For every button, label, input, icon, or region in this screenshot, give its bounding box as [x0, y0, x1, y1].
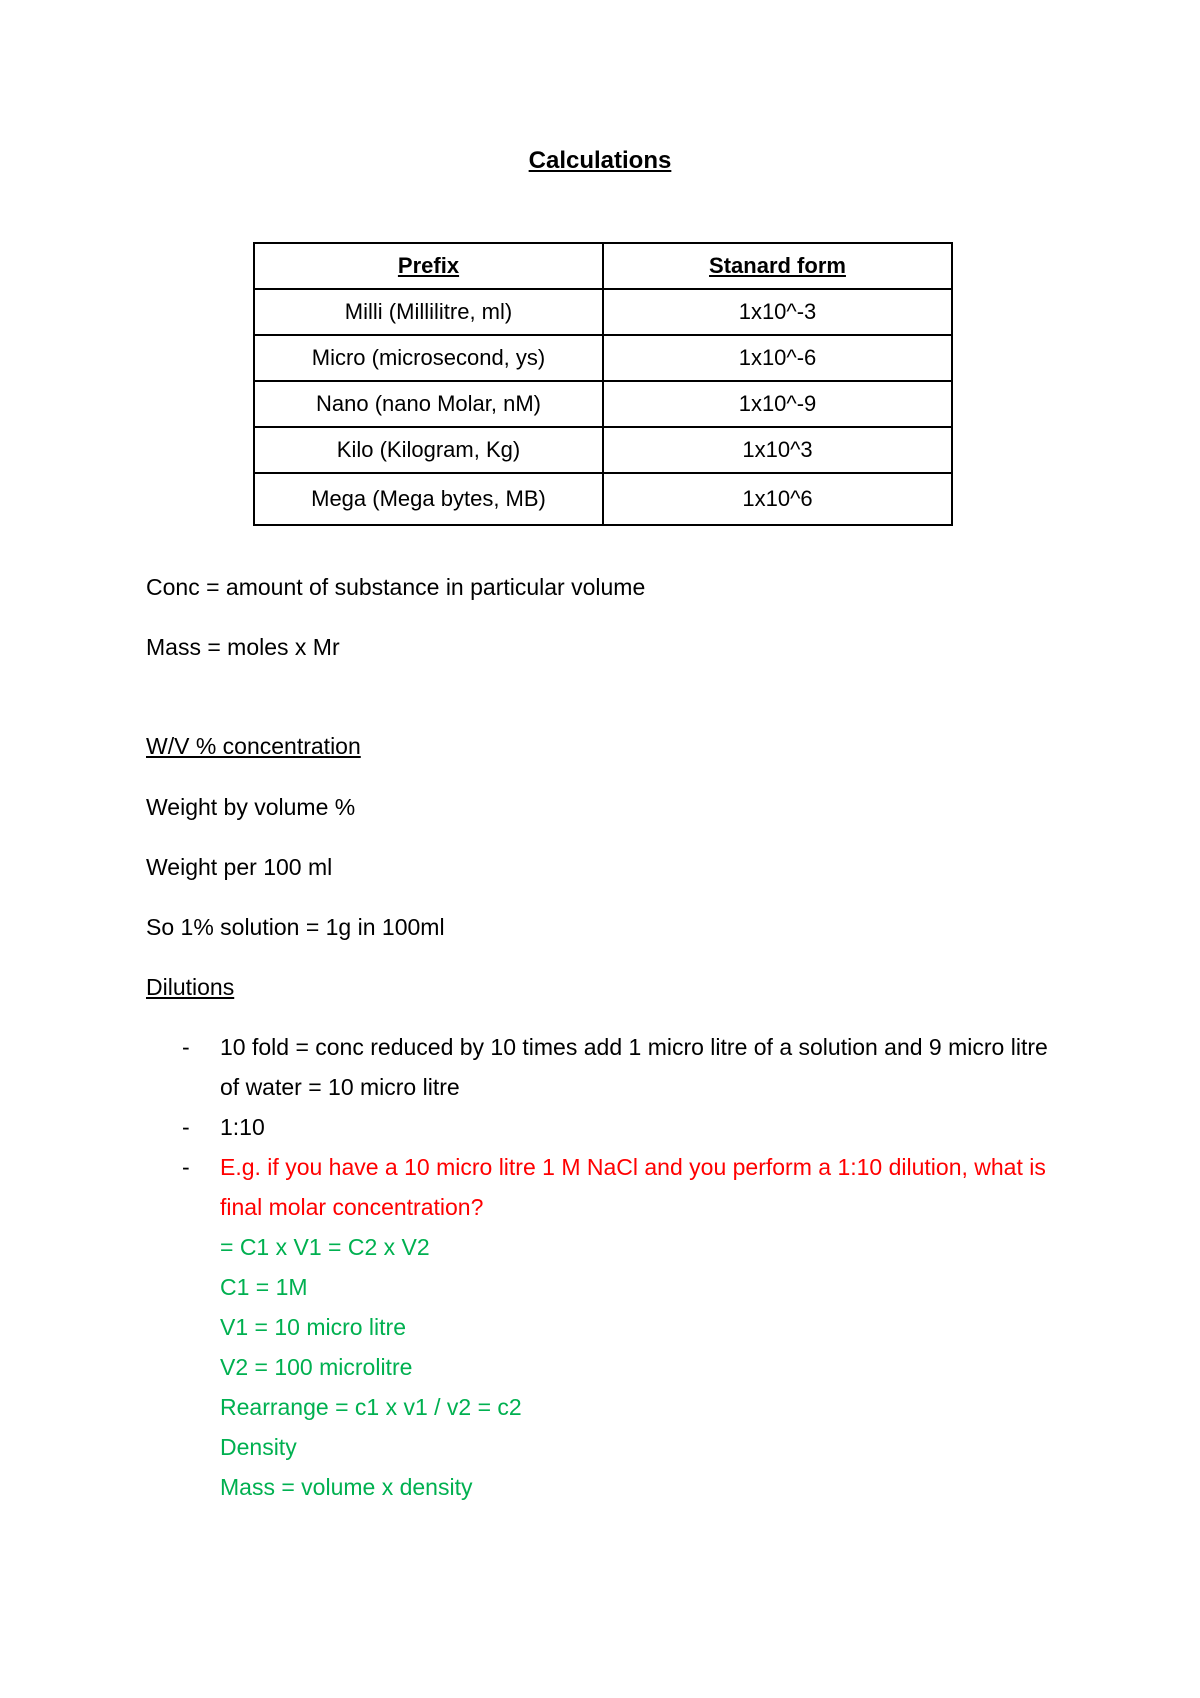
wv-line-3: So 1% solution = 1g in 100ml — [146, 914, 445, 940]
table-cell-prefix: Milli (Millilitre, ml) — [254, 289, 603, 335]
bullet-dash: - — [182, 1154, 190, 1180]
table-cell-standard-form: 1x10^3 — [603, 427, 952, 473]
table-cell-prefix: Kilo (Kilogram, Kg) — [254, 427, 603, 473]
table-cell-standard-form: 1x10^6 — [603, 473, 952, 525]
table-cell-standard-form: 1x10^-3 — [603, 289, 952, 335]
table-row — [254, 335, 952, 381]
table-header-prefix: Prefix — [254, 243, 603, 289]
answer-line: Mass = volume x density — [220, 1474, 473, 1500]
list-item-text: 1:10 — [220, 1114, 265, 1140]
conc-definition: Conc = amount of substance in particular volume — [146, 574, 646, 600]
table-header-standard-form: Stanard form — [603, 243, 952, 289]
answer-line: V2 = 100 microlitre — [220, 1354, 413, 1380]
answer-line: Density — [220, 1434, 297, 1460]
wv-line-2: Weight per 100 ml — [146, 854, 333, 880]
wv-line-1: Weight by volume % — [146, 794, 356, 820]
example-question: E.g. if you have a 10 micro litre 1 M NaCl and you perform a 1:10 dilution, what is final molar concentration? — [220, 1154, 1046, 1220]
list-item — [146, 1147, 1066, 1507]
answer-line: V1 = 10 micro litre — [220, 1314, 406, 1340]
wv-heading: W/V % concentration — [146, 733, 361, 759]
dilutions-list — [146, 1027, 1066, 1507]
table-header-row — [254, 243, 952, 289]
bullet-dash: - — [182, 1034, 190, 1060]
table-row — [254, 473, 952, 525]
table-row — [254, 381, 952, 427]
list-item-text: 10 fold = conc reduced by 10 times add 1 micro litre of a solution and 9 micro litre of water = 10 micro litre — [220, 1034, 1048, 1100]
table-cell-prefix: Nano (nano Molar, nM) — [254, 381, 603, 427]
mass-definition: Mass = moles x Mr — [146, 634, 340, 660]
table-cell-standard-form: 1x10^-9 — [603, 381, 952, 427]
answer-line: Rearrange = c1 x v1 / v2 = c2 — [220, 1394, 522, 1420]
table-cell-prefix: Micro (microsecond, ys) — [254, 335, 603, 381]
example-answer — [220, 1227, 1066, 1507]
list-item — [146, 1107, 1066, 1147]
table-cell-standard-form: 1x10^-6 — [603, 335, 952, 381]
table-cell-prefix: Mega (Mega bytes, MB) — [254, 473, 603, 525]
answer-line: C1 = 1M — [220, 1274, 308, 1300]
table-row — [254, 289, 952, 335]
prefix-table — [253, 242, 953, 526]
page-title: Calculations — [528, 147, 672, 174]
dilutions-heading: Dilutions — [146, 974, 235, 1000]
list-item — [146, 1027, 1066, 1107]
answer-line: = C1 x V1 = C2 x V2 — [220, 1234, 430, 1260]
table-row — [254, 427, 952, 473]
bullet-dash: - — [182, 1114, 190, 1140]
